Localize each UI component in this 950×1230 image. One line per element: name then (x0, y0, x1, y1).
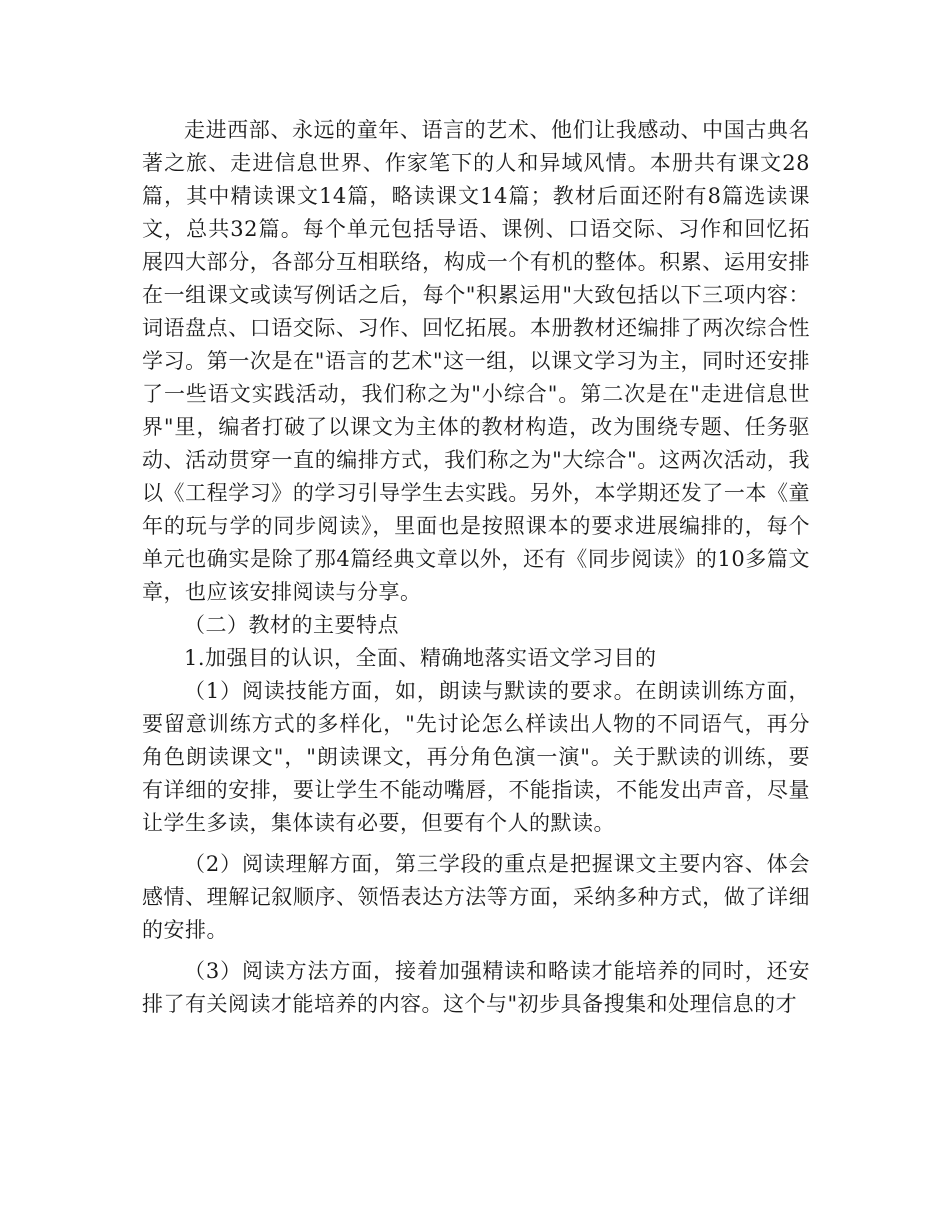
paragraph-textbook-overview: 走进西部、永远的童年、语言的艺术、他们让我感动、中国古典名著之旅、走进信息世界、作家笔下的人和异域风情。本册共有课文28篇，其中精读课文14篇，略读课文14篇；教材后面还附有8篇选读课文，总共32篇。每个单元包括导语、课例、口语交际、习作和回忆拓展四大部分，各部分互相联络，构成一个有机的整体。积累、运用安排在一组课文或读写例话之后，每个"积累运用"大致包括以下三项内容：词语盘点、口语交际、习作、回忆拓展。本册教材还编排了两次综合性学习。第一次是在"语言的艺术"这一组，以课文学习为主，同时还安排了一些语文实践活动，我们称之为"小综合"。第二次是在"走进信息世界"里，编者打破了以课文为主体的教材构造，改为围绕专题、任务驱动、活动贯穿一直的编排方式，我们称之为"大综合"。这两次活动，我以《工程学习》的学习引导学生去实践。另外，本学期还发了一本《童年的玩与学的同步阅读》，里面也是按照课本的要求进展编排的，每个单元也确实是除了那4篇经典文章以外，还有《同步阅读》的10多篇文章，也应该安排阅读与分享。 (142, 118, 810, 604)
paragraph-reading-methods: （3）阅读方法方面，接着加强精读和略读才能培养的同时，还安排了有关阅读才能培养的内容。这个与"初步具备搜集和处理信息的才 (142, 959, 810, 1016)
section-heading-textbook-features: （二）教材的主要特点 (184, 613, 399, 637)
paragraph-reading-skills: （1）阅读技能方面，如，朗读与默读的要求。在朗读训练方面，要留意训练方式的多样化，"先讨论怎么样读出人物的不同语气，再分角色朗读课文"，"朗读课文，再分角色演一演"。关于默读的训练，要有详细的安排，要让学生不能动嘴唇，不能指读，不能发出声音，尽量让学生多读，集体读有必要，但要有个人的默读。 (142, 679, 810, 835)
document-body (142, 114, 810, 1021)
paragraph-reading-comprehension: （2）阅读理解方面，第三学段的重点是把握课文主要内容、体会感情、理解记叙顺序、领悟表达方法等方面，采纳多种方式，做了详细的安排。 (142, 852, 810, 942)
subheading-learning-goals: 1.加强目的认识，全面、精确地落实语文学习目的 (184, 646, 657, 670)
